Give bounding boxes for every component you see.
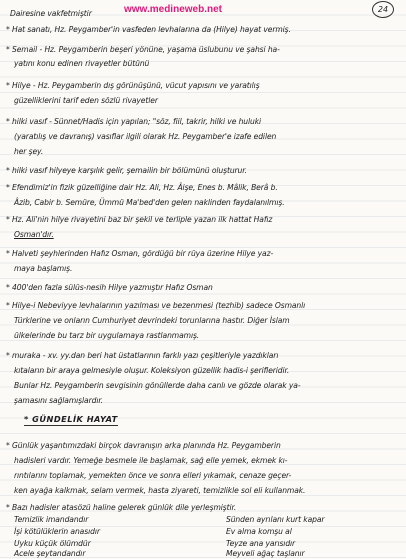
note-line: * Hilye - Hz. Peygamberin dış görünüşünü, vücut yapısını ve yaratılış [6, 81, 260, 90]
note-line: * Hz. Ali'nin hilye rivayetini baz bir şekil ve terliple yazan ilk hattat Hafız [6, 215, 273, 224]
note-line: Osman'dır. [14, 230, 54, 239]
note-line: ken ayağa kalkmak, selam vermek, hasta ziyareti, temizlikle sol eli kullanmak. [14, 486, 306, 495]
proverb-right: Ev alma komşu al [226, 527, 292, 536]
note-line: rıntılarını toplamak, yemekten önce ve sonra elleri yıkamak, cenaze geçer- [14, 471, 292, 480]
proverb-right: Sünden ayrılanı kurt kapar [226, 515, 325, 524]
note-line: * 400'den fazla sülüs-nesih Hilye yazmıştır Hafız Osman [6, 283, 213, 292]
note-line: * Semail - Hz. Peygamberin beşeri yönüne, yaşama üslubunu ve şahsi ha- [6, 45, 280, 54]
note-line: * Efendimiz'in fizik güzelliğine dair Hz. Ali, Hz. Âişe, Enes b. Mâlik, Berâ b. [6, 183, 278, 192]
note-line: * hilki vasıf - Sünnet/Hadis için yapılan; "söz, fiil, takrir, hilki ve huluki [6, 117, 262, 126]
note-line: hadisleri vardır. Yemeğe besmele ile başlamak, sağ elle yemek, ekmek kı- [14, 456, 288, 465]
note-line: * muraka - xv. yy.dan beri hat üstatlarının farklı yazı çeşitleriyle yazdıkları [6, 351, 279, 360]
note-line: her şey. [14, 147, 44, 156]
note-line: * Hilye-i Nebeviyye levhalarının yazılması ve bezenmesi (tezhib) sadece Osmanlı [6, 301, 306, 310]
page-number: 24 [372, 1, 394, 18]
note-line: * Halveti şeyhlerinden Hafız Osman, gördüğü bir rüya üzerine Hilye yaz- [6, 249, 274, 258]
proverb-right: Meyveli ağaç taşlanır [226, 549, 305, 558]
note-line: Türklerine ve onların Cumhuriyet devrindeki torunlarına hastır. Diğer İslam [14, 316, 290, 325]
section-title-text: * GÜNDELİK HAYAT [24, 414, 118, 424]
note-line: Âzib, Cabir b. Semüre, Ümmü Ma'bed'den gelen naklinden faydalanılmış. [14, 198, 285, 207]
proverb-left: Uyku küçük ölümdür [14, 539, 91, 548]
site-watermark[interactable]: www.medineweb.net [124, 4, 222, 15]
note-line: (yaratılış ve davranış) vasıflar ilgili olarak Hz. Peygamber'e izafe edilen [14, 132, 277, 141]
note-line: ülkelerinde bu tarz bir uygulamaya rastlanmamış. [14, 331, 200, 340]
note-line: Bunlar Hz. Peygamberin sevgisinin gönüllerde daha canlı ve gözde olarak ya- [14, 381, 301, 390]
note-line: Dairesine vakfetmiştir [10, 9, 92, 18]
note-line: şamasını sağlamışlardır. [14, 396, 103, 405]
proverb-left: Acele şeytandandır [14, 549, 86, 558]
note-line: kıtaların bir araya gelmesiyle oluşur. Koleksiyon güzellik hadis-i şerifleridir. [14, 366, 290, 375]
note-line: maya başlamış. [14, 264, 73, 273]
proverb-left: İşi kötülüklerin anasıdır [14, 527, 100, 536]
note-line: * Günlük yaşantımızdaki birçok davranışın arka planında Hz. Peygamberin [6, 441, 281, 450]
section-title [24, 414, 118, 424]
proverb-left: Temizlik imandandır [14, 515, 89, 524]
note-line: * Hat sanatı, Hz. Peygamber'in vasfeden levhalarına da (Hilye) hayat vermiş. [6, 25, 291, 34]
note-line: * Bazı hadisler atasözü haline gelerek günlük dile yerleşmiştir. [6, 503, 237, 512]
note-line: yatını konu edinen rivayetler bütünü [14, 59, 150, 68]
proverb-right: Teyze ana yarısıdır [226, 539, 296, 548]
note-line: * hilki vasıf hilyeye karşılık gelir, şemailin bir bölümünü oluşturur. [6, 166, 247, 175]
note-line: güzelliklerini tarif eden sözlü rivayetler [14, 96, 158, 105]
